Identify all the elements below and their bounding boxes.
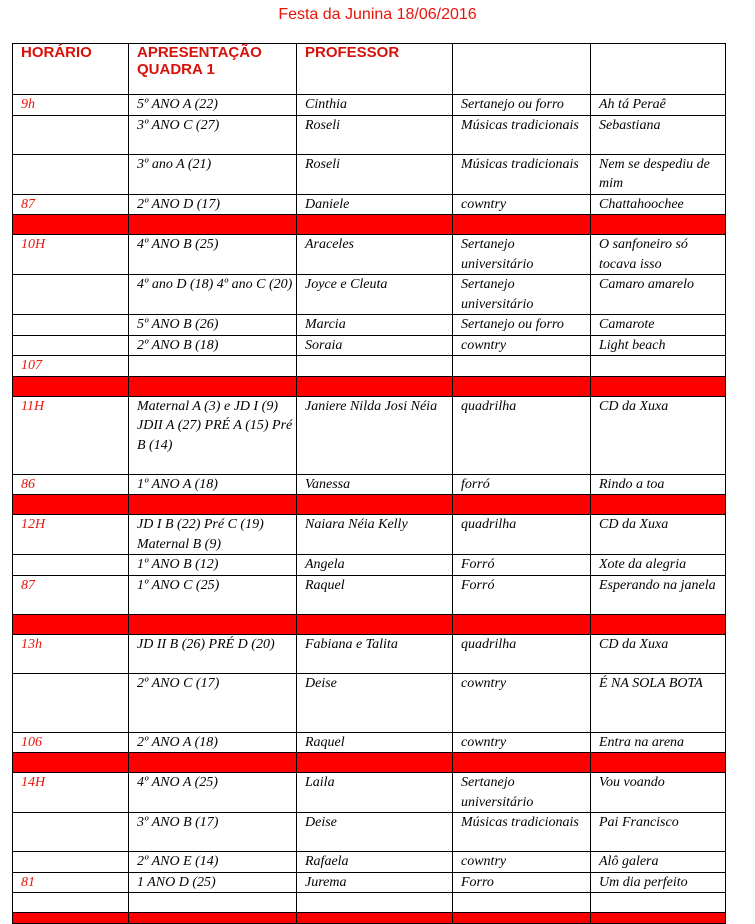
teacher-cell: Laila — [297, 773, 453, 813]
genre-cell: Sertanejo ou forro — [453, 95, 591, 116]
song-cell: Entra na arena — [591, 732, 726, 753]
genre-cell: quadrilha — [453, 634, 591, 673]
genre-cell: Forro — [453, 872, 591, 893]
table-row — [13, 732, 726, 753]
separator-cell — [13, 376, 129, 396]
song-cell: Um dia perfeito — [591, 872, 726, 893]
song-cell — [591, 356, 726, 377]
time-cell: 86 — [13, 474, 129, 495]
separator-cell — [297, 376, 453, 396]
class-cell: 3º ano A (21) — [129, 154, 297, 194]
song-cell: Pai Francisco — [591, 813, 726, 852]
separator-cell — [591, 215, 726, 235]
separator-cell — [453, 753, 591, 773]
separator-row — [13, 376, 726, 396]
teacher-cell: Cinthia — [297, 95, 453, 116]
separator-row — [13, 495, 726, 515]
separator-cell — [297, 614, 453, 634]
header-professor: PROFESSOR — [297, 44, 453, 95]
time-cell — [13, 813, 129, 852]
teacher-cell: Fabiana e Talita — [297, 634, 453, 673]
song-cell: Xote da alegria — [591, 555, 726, 576]
song-cell: Sebastiana — [591, 115, 726, 154]
song-cell: CD da Xuxa — [591, 515, 726, 555]
separator-cell — [297, 753, 453, 773]
class-cell: 3º ANO C (27) — [129, 115, 297, 154]
class-cell: JD II B (26) PRÉ D (20) — [129, 634, 297, 673]
time-cell: 81 — [13, 872, 129, 893]
teacher-cell: Soraia — [297, 335, 453, 356]
separator-cell — [129, 215, 297, 235]
separator-cell — [591, 495, 726, 515]
time-cell: 87 — [13, 575, 129, 614]
teacher-cell: Roseli — [297, 115, 453, 154]
time-cell: 14H — [13, 773, 129, 813]
class-cell: 1º ANO C (25) — [129, 575, 297, 614]
teacher-cell: Raquel — [297, 575, 453, 614]
class-cell: 5º ANO A (22) — [129, 95, 297, 116]
separator-cell — [297, 215, 453, 235]
header-row — [13, 44, 726, 95]
class-cell — [129, 893, 297, 913]
table-row — [13, 555, 726, 576]
table-row — [13, 813, 726, 852]
time-cell — [13, 275, 129, 315]
separator-cell — [129, 753, 297, 773]
class-cell: Maternal A (3) e JD I (9) JDII A (27) PRÉ A (15) Pré B (14) — [129, 396, 297, 474]
separator-cell — [13, 913, 129, 924]
header-apresentacao: APRESENTAÇÃO QUADRA 1 — [129, 44, 297, 95]
class-cell: 4º ANO B (25) — [129, 235, 297, 275]
song-cell — [591, 893, 726, 913]
class-cell: 2º ANO D (17) — [129, 194, 297, 215]
time-cell — [13, 852, 129, 873]
song-cell: Rindo a toa — [591, 474, 726, 495]
teacher-cell: Daniele — [297, 194, 453, 215]
separator-cell — [453, 495, 591, 515]
table-row — [13, 95, 726, 116]
class-cell: JD I B (22) Pré C (19) Maternal B (9) — [129, 515, 297, 555]
teacher-cell: Raquel — [297, 732, 453, 753]
separator-cell — [297, 495, 453, 515]
teacher-cell: Janiere Nilda Josi Néia — [297, 396, 453, 474]
teacher-cell: Deise — [297, 673, 453, 732]
class-cell — [129, 356, 297, 377]
separator-cell — [591, 753, 726, 773]
time-cell — [13, 673, 129, 732]
time-cell — [13, 154, 129, 194]
song-cell: Nem se despediu de mim — [591, 154, 726, 194]
table-row — [13, 515, 726, 555]
genre-cell: Músicas tradicionais — [453, 154, 591, 194]
song-cell: É NA SOLA BOTA — [591, 673, 726, 732]
teacher-cell: Araceles — [297, 235, 453, 275]
table-row — [13, 852, 726, 873]
separator-cell — [297, 913, 453, 924]
class-cell: 2º ANO E (14) — [129, 852, 297, 873]
genre-cell: Músicas tradicionais — [453, 813, 591, 852]
separator-cell — [591, 614, 726, 634]
song-cell: Ah tá Peraê — [591, 95, 726, 116]
genre-cell: Forró — [453, 575, 591, 614]
teacher-cell: Deise — [297, 813, 453, 852]
class-cell: 2º ANO A (18) — [129, 732, 297, 753]
song-cell: O sanfoneiro só tocava isso — [591, 235, 726, 275]
class-cell: 4º ano D (18) 4º ano C (20) — [129, 275, 297, 315]
header-genre — [453, 44, 591, 95]
class-cell: 3º ANO B (17) — [129, 813, 297, 852]
table-row — [13, 474, 726, 495]
teacher-cell: Joyce e Cleuta — [297, 275, 453, 315]
genre-cell: Sertanejo universitário — [453, 235, 591, 275]
separator-cell — [453, 376, 591, 396]
time-cell — [13, 315, 129, 336]
teacher-cell: Angela — [297, 555, 453, 576]
time-cell — [13, 555, 129, 576]
separator-cell — [453, 614, 591, 634]
table-row — [13, 634, 726, 673]
genre-cell: Sertanejo ou forro — [453, 315, 591, 336]
header-horario: HORÁRIO — [13, 44, 129, 95]
song-cell: Alô galera — [591, 852, 726, 873]
teacher-cell: Vanessa — [297, 474, 453, 495]
separator-cell — [13, 614, 129, 634]
genre-cell: forró — [453, 474, 591, 495]
separator-cell — [129, 495, 297, 515]
separator-cell — [129, 913, 297, 924]
song-cell: CD da Xuxa — [591, 634, 726, 673]
table-row — [13, 115, 726, 154]
genre-cell: Forró — [453, 555, 591, 576]
genre-cell: Músicas tradicionais — [453, 115, 591, 154]
genre-cell: Sertanejo universitário — [453, 275, 591, 315]
time-cell: 107 — [13, 356, 129, 377]
separator-cell — [453, 215, 591, 235]
class-cell: 2º ANO B (18) — [129, 335, 297, 356]
table-row — [13, 356, 726, 377]
separator-cell — [13, 215, 129, 235]
table-row — [13, 773, 726, 813]
separator-cell — [13, 495, 129, 515]
song-cell: Esperando na janela — [591, 575, 726, 614]
separator-cell — [13, 753, 129, 773]
table-row — [13, 335, 726, 356]
song-cell: CD da Xuxa — [591, 396, 726, 474]
separator-row — [13, 753, 726, 773]
genre-cell: cowntry — [453, 852, 591, 873]
separator-cell — [129, 614, 297, 634]
time-cell — [13, 893, 129, 913]
class-cell: 4º ANO A (25) — [129, 773, 297, 813]
table-row — [13, 893, 726, 913]
teacher-cell: Naiara Néia Kelly — [297, 515, 453, 555]
genre-cell: quadrilha — [453, 515, 591, 555]
genre-cell: cowntry — [453, 732, 591, 753]
table-row — [13, 275, 726, 315]
time-cell: 13h — [13, 634, 129, 673]
time-cell: 11H — [13, 396, 129, 474]
time-cell: 12H — [13, 515, 129, 555]
genre-cell: Sertanejo universitário — [453, 773, 591, 813]
teacher-cell — [297, 356, 453, 377]
class-cell: 1 ANO D (25) — [129, 872, 297, 893]
song-cell: Light beach — [591, 335, 726, 356]
header-song — [591, 44, 726, 95]
teacher-cell: Jurema — [297, 872, 453, 893]
genre-cell: cowntry — [453, 335, 591, 356]
time-cell: 106 — [13, 732, 129, 753]
table-row — [13, 575, 726, 614]
song-cell: Vou voando — [591, 773, 726, 813]
table-row — [13, 235, 726, 275]
time-cell — [13, 335, 129, 356]
class-cell: 1º ANO B (12) — [129, 555, 297, 576]
genre-cell: quadrilha — [453, 396, 591, 474]
genre-cell: cowntry — [453, 194, 591, 215]
teacher-cell: Roseli — [297, 154, 453, 194]
teacher-cell: Rafaela — [297, 852, 453, 873]
class-cell: 5º ANO B (26) — [129, 315, 297, 336]
table-row — [13, 872, 726, 893]
page-title: Festa da Junina 18/06/2016 — [278, 6, 477, 23]
class-cell: 2º ANO C (17) — [129, 673, 297, 732]
table-row — [13, 194, 726, 215]
separator-cell — [591, 376, 726, 396]
table-row — [13, 396, 726, 474]
song-cell: Chattahoochee — [591, 194, 726, 215]
genre-cell — [453, 893, 591, 913]
end-row — [13, 913, 726, 924]
table-row — [13, 154, 726, 194]
time-cell: 87 — [13, 194, 129, 215]
separator-cell — [129, 376, 297, 396]
time-cell — [13, 115, 129, 154]
teacher-cell: Marcia — [297, 315, 453, 336]
separator-cell — [453, 913, 591, 924]
genre-cell: cowntry — [453, 673, 591, 732]
song-cell: Camaro amarelo — [591, 275, 726, 315]
time-cell: 10H — [13, 235, 129, 275]
table-row — [13, 315, 726, 336]
genre-cell — [453, 356, 591, 377]
separator-row — [13, 215, 726, 235]
time-cell: 9h — [13, 95, 129, 116]
song-cell: Camarote — [591, 315, 726, 336]
table-row — [13, 673, 726, 732]
separator-cell — [591, 913, 726, 924]
teacher-cell — [297, 893, 453, 913]
schedule-table — [12, 43, 726, 924]
separator-row — [13, 614, 726, 634]
class-cell: 1º ANO A (18) — [129, 474, 297, 495]
